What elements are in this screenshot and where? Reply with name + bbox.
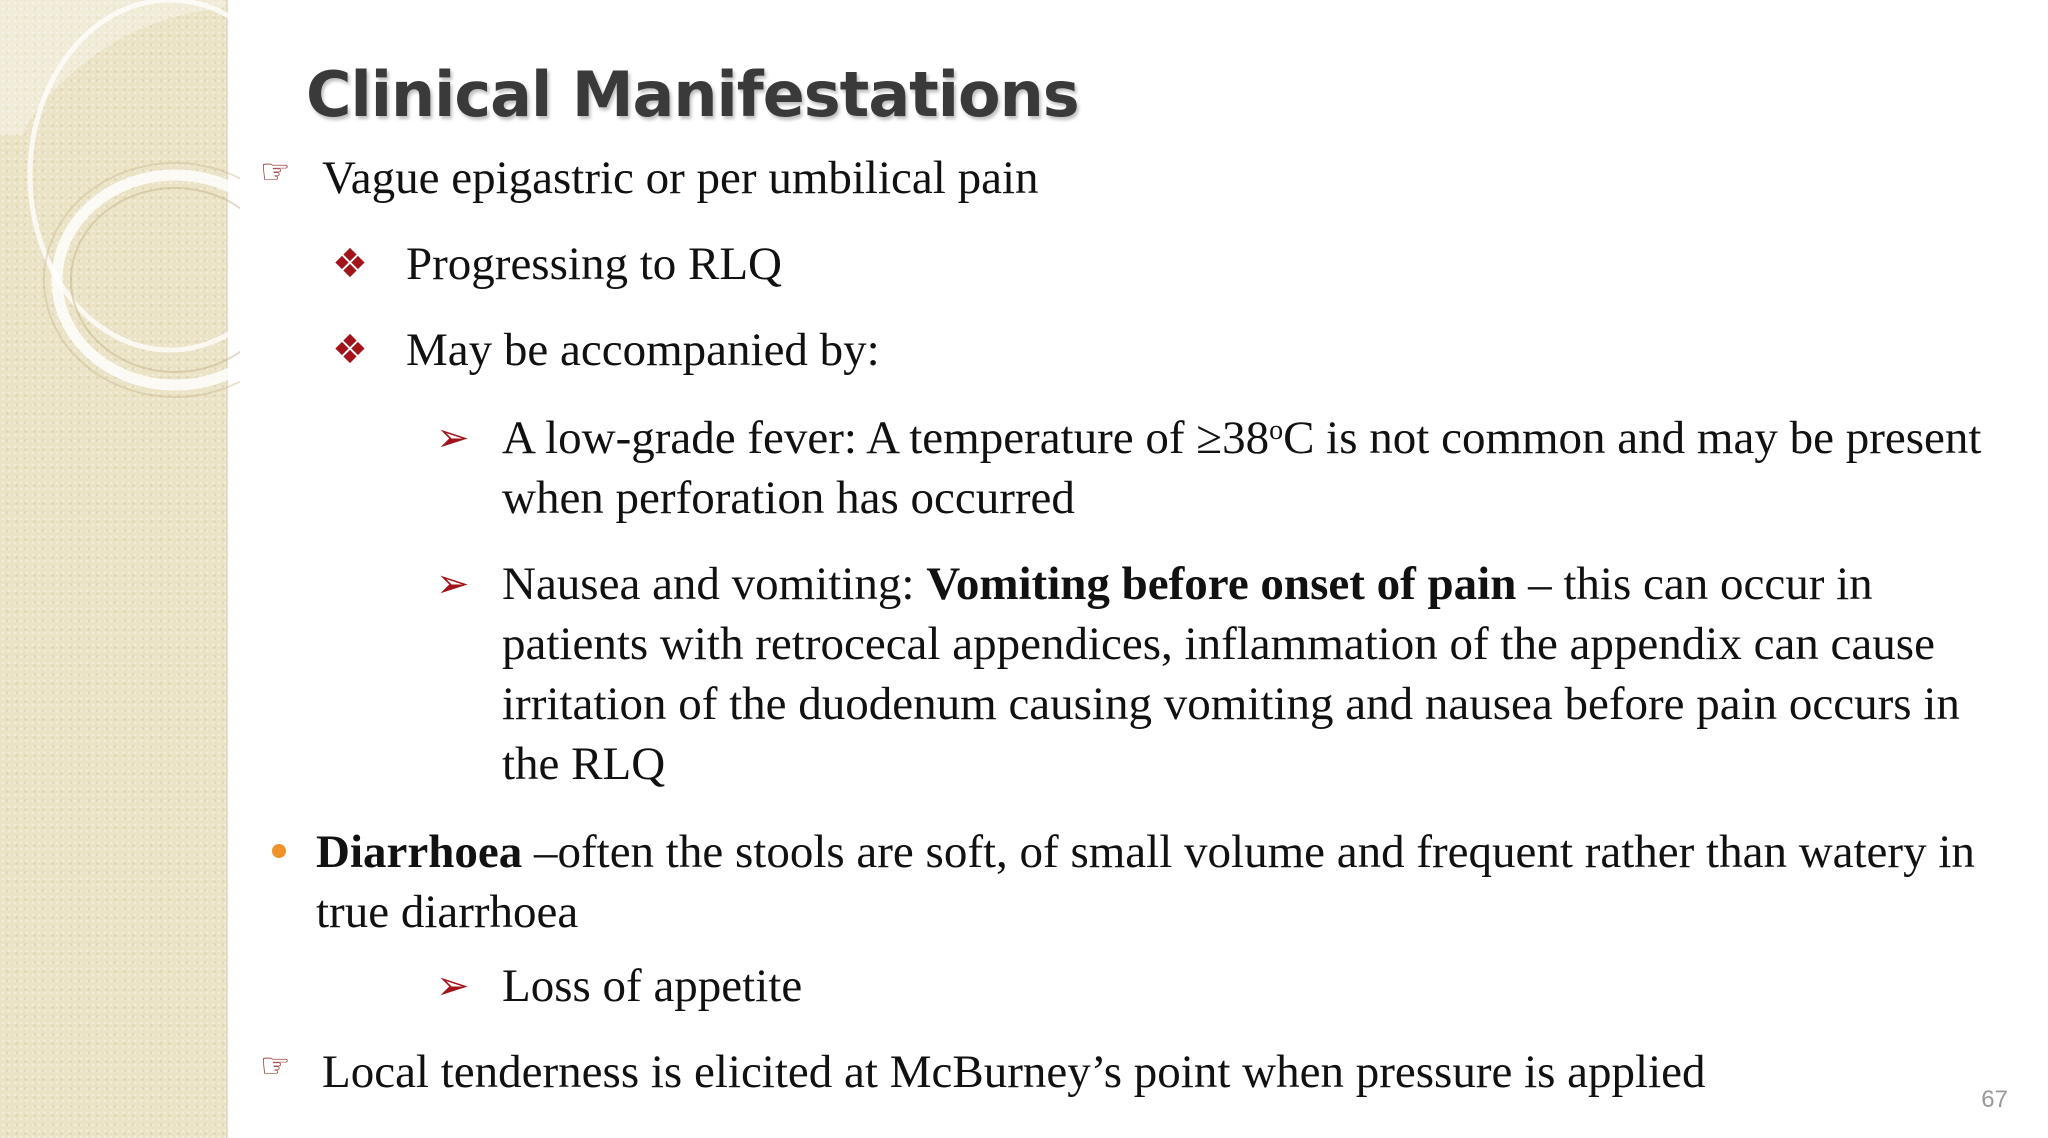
nausea-rest: – this can occur in patients with retrocecal appendices, inflammation of the appendix can cause irritation of the duodenum causing vomiting and nausea before pain occurs in the RLQ <box>502 558 1960 790</box>
fever-text-before: A low-grade fever: A temperature of ≥38 <box>502 412 1270 464</box>
page-number: 67 <box>1981 1086 2008 1113</box>
arrow-bullet-icon: ➢ <box>436 561 470 607</box>
arrow-bullet-icon: ➢ <box>436 963 470 1009</box>
degree-superscript: o <box>1269 415 1284 446</box>
list-item-text: Loss of appetite <box>502 960 803 1012</box>
diamond-bullet-icon: ❖ <box>332 327 368 373</box>
dot-bullet-icon <box>272 844 286 858</box>
list-item-text <box>316 822 1976 942</box>
list-item-tenderness <box>260 1042 2002 1102</box>
list-item-text <box>502 408 2002 528</box>
diarrhoea-rest: –often the stools are soft, of small volume and frequent rather than watery in true diarrhoea <box>316 826 1975 938</box>
decorative-rings-graphic <box>0 0 240 400</box>
fever-text-after: C is not common and may be present when perforation has occurred <box>502 412 1982 524</box>
nausea-bold-text: Vomiting before onset of pain <box>926 558 1517 610</box>
list-item-text: Local tenderness is elicited at McBurney’s point when pressure is applied <box>322 1046 1706 1098</box>
pointing-hand-icon: ☞ <box>260 1046 291 1086</box>
list-item-progressing <box>332 234 2006 294</box>
list-item-text <box>502 554 2002 794</box>
list-item-text: May be accompanied by: <box>406 324 880 376</box>
list-item-accompanied <box>332 320 2006 380</box>
slide-title: Clinical Manifestations <box>306 58 1079 131</box>
list-item-text: Progressing to RLQ <box>406 238 782 290</box>
list-item-nausea <box>436 554 2002 794</box>
list-item-appetite <box>436 956 2002 1016</box>
diarrhoea-bold-text: Diarrhoea <box>316 826 523 878</box>
pointing-hand-icon: ☞ <box>260 152 291 192</box>
list-item-fever <box>436 408 2002 528</box>
list-item-pain <box>260 148 2002 208</box>
nausea-lead: Nausea and vomiting: <box>502 558 927 610</box>
list-item-text: Vague epigastric or per umbilical pain <box>322 152 1039 204</box>
arrow-bullet-icon: ➢ <box>436 415 470 461</box>
diamond-bullet-icon: ❖ <box>332 241 368 287</box>
list-item-diarrhoea <box>316 822 1976 942</box>
